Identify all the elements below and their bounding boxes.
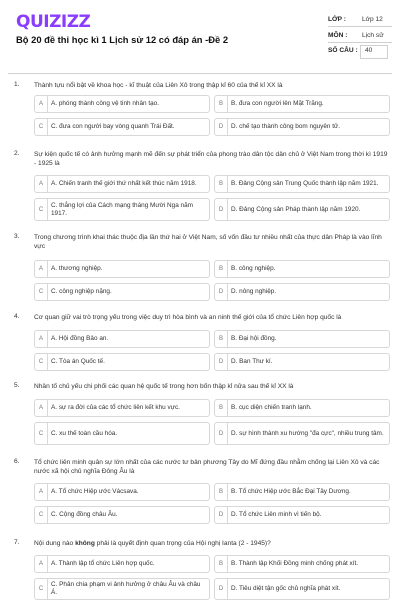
option-text: B. Thành lập Khối Đồng minh chống phát xít. <box>231 560 359 567</box>
option-text: A. Chiến tranh thế giới thứ nhất kết thúc năm 1918. <box>51 180 197 187</box>
option-b[interactable] <box>214 260 390 278</box>
option-text: C. thắng lợi của Cách mạng tháng Mười Nga năm 1917. <box>51 201 193 217</box>
option-b[interactable] <box>214 95 390 113</box>
option-letter: B <box>215 176 228 192</box>
option-letter: D <box>215 579 228 599</box>
option-text: B. cục diện chiến tranh lạnh. <box>231 404 312 411</box>
option-letter: C <box>35 423 48 444</box>
option-c[interactable] <box>34 506 210 524</box>
quizizz-logo: QUIZIZZ <box>16 12 91 32</box>
meta-subject-value: Lịch sử <box>362 32 384 39</box>
divider <box>328 26 392 27</box>
meta-count-label: SỐ CÂU : <box>328 47 358 54</box>
option-a[interactable] <box>34 175 210 193</box>
option-d[interactable] <box>214 353 390 371</box>
option-b[interactable] <box>214 175 390 193</box>
option-d[interactable] <box>214 422 390 445</box>
question-text: Cơ quan giữ vai trò trọng yếu trong việc duy trì hòa bình và an ninh thế giới của tổ chức Liên hợp quốc là <box>34 314 342 321</box>
option-text: C. công nghiệp nặng. <box>51 288 112 295</box>
option-letter: A <box>35 261 48 277</box>
option-text: D. Tổ chức Liên minh vì tiến bộ. <box>231 511 322 518</box>
option-letter: C <box>35 284 48 300</box>
option-text: B. Tổ chức Hiệp ước Bắc Đại Tây Dương. <box>231 488 351 495</box>
option-letter: A <box>35 484 48 500</box>
option-text: C. Cộng đồng châu Âu. <box>51 511 118 518</box>
option-d[interactable] <box>214 198 390 221</box>
option-letter: D <box>215 199 228 220</box>
option-letter: C <box>35 507 48 523</box>
option-letter: C <box>35 199 48 220</box>
question-number: 3. <box>14 233 20 240</box>
option-letter: D <box>215 507 228 523</box>
question-number: 2. <box>14 150 20 157</box>
option-letter: C <box>35 119 48 135</box>
question-number: 4. <box>14 313 20 320</box>
worksheet-title: Bộ 20 đề thi học kì 1 Lịch sử 12 có đáp án -Đề 2 <box>16 34 229 45</box>
option-text: B. đưa con người lên Mặt Trăng. <box>231 100 324 107</box>
option-a[interactable] <box>34 399 210 417</box>
question-text: Thành tựu nổi bật về khoa học - kĩ thuật của Liên Xô trong thập kỉ 60 của thế kỉ XX là <box>34 82 283 89</box>
option-letter: B <box>215 484 228 500</box>
option-text: D. nông nghiệp. <box>231 288 277 295</box>
worksheet-header <box>0 0 400 72</box>
option-letter: B <box>215 261 228 277</box>
option-text: B. công nghiệp. <box>231 265 276 272</box>
question-number: 6. <box>14 458 20 465</box>
option-a[interactable] <box>34 260 210 278</box>
option-text: D. sự hình thành xu hướng "đa cực", nhiều trung tâm. <box>231 429 384 437</box>
option-text: A. thương nghiệp. <box>51 265 103 272</box>
option-letter: C <box>35 354 48 370</box>
option-text: A. Tổ chức Hiệp ước Vácsava. <box>51 488 139 495</box>
option-text: C. xu thế toàn cầu hóa. <box>51 429 118 437</box>
question-text: Nhân tố chủ yếu chi phối các quan hệ quốc tế trong hơn bốn thập kỉ nửa sau thế kỉ XX là <box>34 383 294 390</box>
option-text: B. Đảng Cộng sản Trung Quốc thành lập năm 1921. <box>231 180 379 187</box>
option-a[interactable] <box>34 330 210 348</box>
question-text: Tổ chức liên minh quân sự lớn nhất của các nước tư bản phương Tây do Mĩ đứng đầu nhằm chống lại Liên Xô và các nước xã hội chủ nghĩa Đông Âu là <box>34 459 380 475</box>
option-letter: D <box>215 423 228 444</box>
option-a[interactable] <box>34 95 210 113</box>
option-text: B. Đại hội đồng. <box>231 335 277 342</box>
option-d[interactable] <box>214 283 390 301</box>
divider <box>328 42 392 43</box>
option-c[interactable] <box>34 422 210 445</box>
option-b[interactable] <box>214 399 390 417</box>
meta-class-value: Lớp 12 <box>362 16 383 23</box>
option-a[interactable] <box>34 555 210 573</box>
option-letter: B <box>215 556 228 572</box>
option-text: D. Tiêu diệt tận gốc chủ nghĩa phát xít. <box>231 585 341 592</box>
option-a[interactable] <box>34 483 210 501</box>
question-text: Nội dung nào không phải là quyết định quan trọng của Hội nghị Ianta (2 - 1945)? <box>34 540 271 547</box>
option-letter: D <box>215 354 228 370</box>
option-text: D. Ban Thư kí. <box>231 358 273 365</box>
option-letter: A <box>35 400 48 416</box>
option-c[interactable] <box>34 578 210 600</box>
option-text: A. Hội đồng Bảo an. <box>51 335 109 342</box>
option-d[interactable] <box>214 118 390 136</box>
meta-subject-label: MÔN : <box>328 32 348 39</box>
option-text: D. chế tạo thành công bom nguyên tử. <box>231 123 341 130</box>
meta-class-label: LỚP : <box>328 16 346 23</box>
option-letter: B <box>215 400 228 416</box>
option-c[interactable] <box>34 198 210 221</box>
option-letter: A <box>35 331 48 347</box>
option-text: A. Thành lập tổ chức Liên hợp quốc. <box>51 560 155 567</box>
option-text: A. sự ra đời của các tổ chức liên kết khu vực. <box>51 404 180 411</box>
option-text: D. Đảng Cộng sản Pháp thành lập năm 1920. <box>231 205 361 213</box>
emphasis-text: không <box>75 540 95 547</box>
question-number: 5. <box>14 382 20 389</box>
option-letter: C <box>35 579 48 599</box>
option-b[interactable] <box>214 483 390 501</box>
option-c[interactable] <box>34 118 210 136</box>
question-number: 7. <box>14 539 20 546</box>
question-number: 1. <box>14 81 20 88</box>
option-letter: A <box>35 556 48 572</box>
option-text: A. phóng thành công vệ tinh nhân tạo. <box>51 100 160 107</box>
option-b[interactable] <box>214 330 390 348</box>
option-b[interactable] <box>214 555 390 573</box>
option-letter: B <box>215 96 228 112</box>
meta-count-value: 40 <box>365 47 373 54</box>
option-d[interactable] <box>214 578 390 600</box>
option-letter: A <box>35 96 48 112</box>
option-c[interactable] <box>34 353 210 371</box>
header-divider <box>8 73 392 74</box>
option-c[interactable] <box>34 283 210 301</box>
option-d[interactable] <box>214 506 390 524</box>
question-text: Trong chương trình khai thác thuộc địa lần thứ hai ở Việt Nam, số vốn đầu tư nhiều nhất của thực dân Pháp là vào lĩnh vực <box>34 234 382 250</box>
option-text: C. Phân chia phạm vi ảnh hưởng ở châu Âu và châu Á. <box>51 581 201 596</box>
option-text: C. Tòa án Quốc tế. <box>51 358 105 365</box>
option-letter: D <box>215 119 228 135</box>
option-letter: B <box>215 331 228 347</box>
option-letter: D <box>215 284 228 300</box>
option-text: C. đưa con người bay vòng quanh Trái Đất. <box>51 123 175 130</box>
option-letter: A <box>35 176 48 192</box>
question-text: Sự kiện quốc tế có ảnh hưởng mạnh mẽ đến sự phát triển của phong trào dân tộc dân chủ ở Việt Nam trong thời kì 1919 - 1925 là <box>34 151 388 167</box>
